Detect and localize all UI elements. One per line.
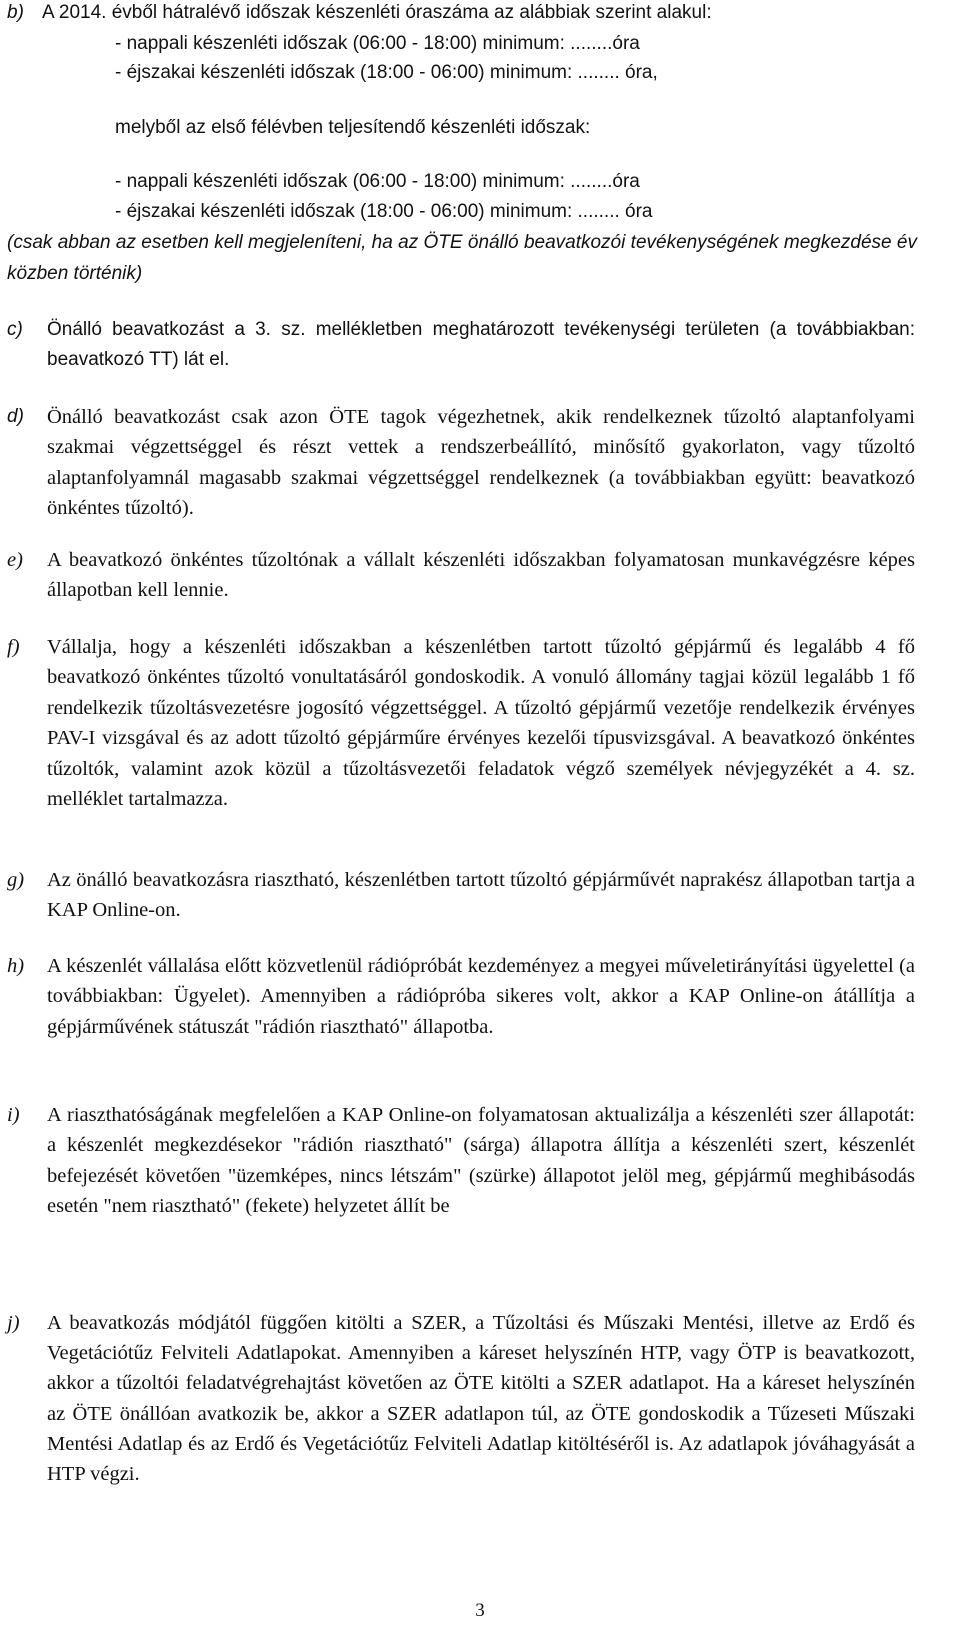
section-c-text: Önálló beavatkozást a 3. sz. mellékletben meghatározott tevékenységi területen (a továbbiakban: beavatkozó TT) lát el. (47, 319, 915, 371)
section-h-text: A készenlét vállalása előtt közvetlenül rádiópróbát kezdeményez a megyei műveletirányítási ügyelettel (a továbbiakban: Ügyelet). Amennyiben a rádiópróba sikeres volt, akkor a KAP Online-on átállítja a gépjárművének státuszát "rádión riasztható" állapotba. (47, 955, 915, 1038)
section-b-line-6: - éjszakai készenléti időszak (18:00 - 06:00) minimum: ........ óra (115, 201, 653, 222)
section-g-letter: g) (7, 869, 25, 891)
section-d-letter: d) (7, 406, 24, 427)
section-c-letter: c) (7, 319, 23, 340)
section-b-line-2: - nappali készenléti időszak (06:00 - 18:00) minimum: ........óra (115, 33, 640, 54)
section-j-letter: j) (7, 1312, 20, 1334)
page-number: 3 (475, 1600, 485, 1621)
section-i-text: A riaszthatóságának megfelelően a KAP Online-on folyamatosan aktualizálja a készenléti szer állapotát: a készenlét megkezdésekor "rádión riasztható" (sárga) állapotra állítja a készenléti szert, készenlét befejezését követően "üzemképes, nincs létszám" (szürke) állapotot jelöl meg, gépjármű meghibásodás esetén "nem riasztható" (fekete) helyzetet állít be (47, 1104, 915, 1218)
section-j-text: A beavatkozás módjától függően kitölti a SZER, a Tűzoltási és Műszaki Mentési, illetve az Erdő és Vegetációtűz Felviteli Adatlapokat. Amennyiben a káreset helyszínén HTP, vagy ÖTP is beavatkozott, akkor a tűzoltói feladatvégrehajtást követően az ÖTE kitölti a SZER adatlapot. Ha a káreset helyszínén az ÖTE önállóan avatkozik be, akkor a SZER adatlapon túl, az ÖTE gondoskodik a Tűzeseti Műszaki Mentési Adatlap és az Erdő és Vegetációtűz Felviteli Adatlap kitöltéséről is. Az adatlapok jóváhagyását a HTP végzi. (47, 1312, 915, 1486)
section-b-line-5: - nappali készenléti időszak (06:00 - 18:00) minimum: ........óra (115, 171, 640, 192)
section-b-line-1: A 2014. évből hátralévő időszak készenléti óraszáma az alábbiak szerint alakul: (42, 2, 712, 23)
section-e-text: A beavatkozó önkéntes tűzoltónak a vállalt készenléti időszakban folyamatosan munkavégzésre képes állapotban kell lennie. (47, 549, 915, 602)
section-b-letter: b) (7, 2, 24, 23)
section-h-letter: h) (7, 955, 25, 977)
section-e-letter: e) (7, 549, 23, 571)
section-b-note: (csak abban az esetben kell megjeleníteni, ha az ÖTE önálló beavatkozói tevékenységének megkezdése év közben történik) (7, 232, 917, 284)
section-f-text: Vállalja, hogy a készenléti időszakban a készenlétben tartott tűzoltó gépjármű és legalább 4 fő beavatkozó önkéntes tűzoltó vonultatásáról gondoskodik. A vonuló állomány tagjai közül legalább 1 fő rendelkezik tűzoltásvezetésre jogosító végzettséggel. A tűzoltó gépjármű vezetője rendelkezik érvényes PAV-I vizsgával és az adott tűzoltó gépjárműre érvényes kezelői típusvizsgával. A beavatkozó önkéntes tűzoltók, valamint azok közül a tűzoltásvezetői feladatok végző személyek névjegyzékét a 4. sz. melléklet tartalmazza. (47, 636, 915, 811)
section-g-text: Az önálló beavatkozásra riasztható, készenlétben tartott tűzoltó gépjárművét naprakész állapotban tartja a KAP Online-on. (47, 869, 915, 922)
section-d-text: Önálló beavatkozást csak azon ÖTE tagok végezhetnek, akik rendelkeznek tűzoltó alaptanfolyami szakmai végzettséggel és részt vettek a rendszerbeállító, minősítő gyakorlaton, vagy tűzoltó alaptanfolyamnál magasabb szakmai végzettséggel rendelkeznek (a továbbiakban együtt: beavatkozó önkéntes tűzoltó). (47, 406, 915, 520)
section-b-line-4: melyből az első félévben teljesítendő készenléti időszak: (115, 117, 591, 138)
section-b-line-3: - éjszakai készenléti időszak (18:00 - 06:00) minimum: ........ óra, (115, 62, 658, 83)
section-f-letter: f) (7, 636, 20, 658)
section-i-letter: i) (7, 1104, 20, 1126)
